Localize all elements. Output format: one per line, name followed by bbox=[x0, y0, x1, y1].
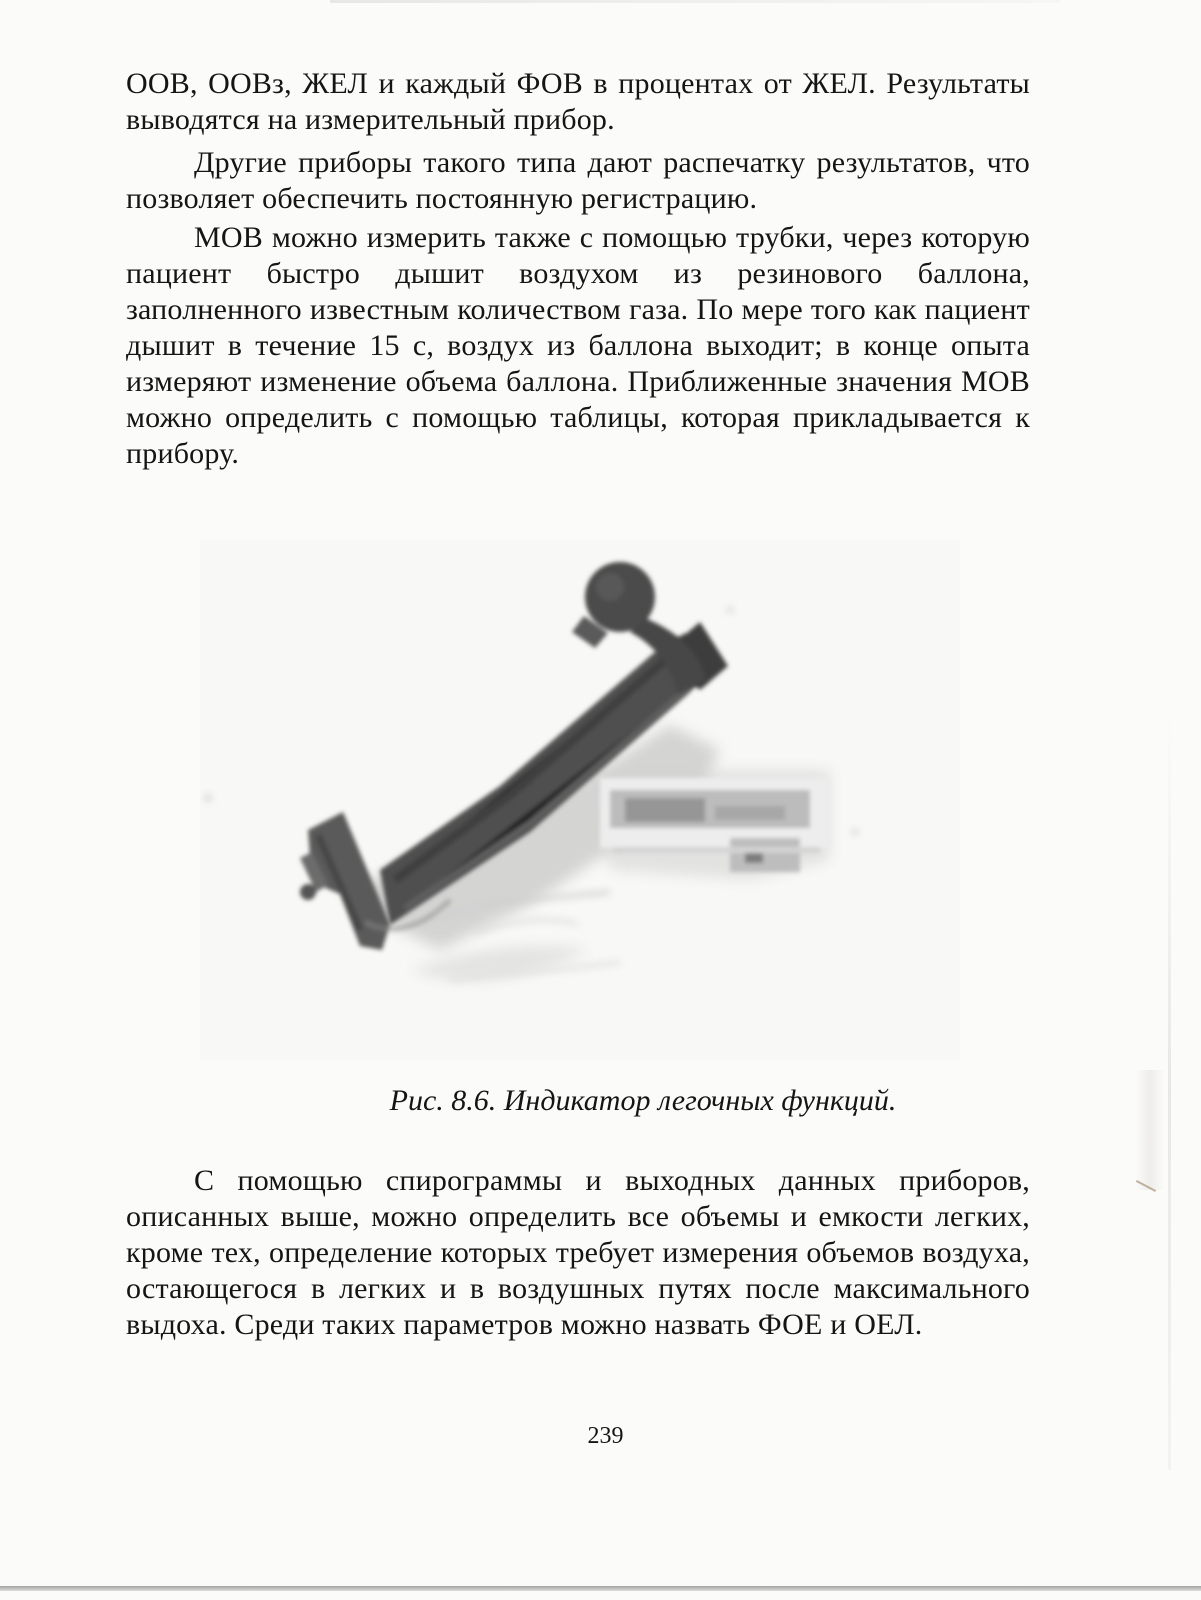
figure-lung-function-indicator bbox=[200, 540, 960, 1060]
paragraph-printout: Другие приборы такого типа дают распечатку результатов, что позволяет обеспечить постоянную регистрацию. bbox=[126, 146, 1030, 215]
paragraph-mov-measurement: МОВ можно измерить также с помощью трубки, через которую пациент быстро дышит воздухом из резинового баллона, заполненного известным количеством газа. По мере того как пациент дышит в течение 15 с, воздух из баллона выходит; в конце опыта измеряют изменение объема баллона. Приближенные значения МОВ можно определить с помощью таблицы, которая прикладывается к прибору. bbox=[126, 221, 1030, 470]
scan-bottom-edge bbox=[0, 1586, 1201, 1591]
paragraph-intro: ООВ, ООВз, ЖЕЛ и каждый ФОВ в процентах от ЖЕЛ. Результаты выводятся на измерительный прибор. bbox=[126, 67, 1030, 136]
device-photo bbox=[200, 540, 960, 1060]
scan-top-edge bbox=[330, 0, 1060, 3]
paragraph-spirogram: С помощью спирограммы и выходных данных приборов, описанных выше, можно определить все объемы и емкости легких, кроме тех, определение которых требует измерения объемов воздуха, остающегося в легких и в воздушных путях после максимального выдоха. Среди таких параметров можно назвать ФОЕ и ОЕЛ. bbox=[126, 1164, 1030, 1341]
figure-caption bbox=[0, 1083, 1201, 1119]
page-number-text: 239 bbox=[587, 1423, 624, 1449]
page-number bbox=[0, 1421, 1201, 1451]
figure-caption-text: Рис. 8.6. Индикатор легочных функций. bbox=[389, 1084, 897, 1117]
